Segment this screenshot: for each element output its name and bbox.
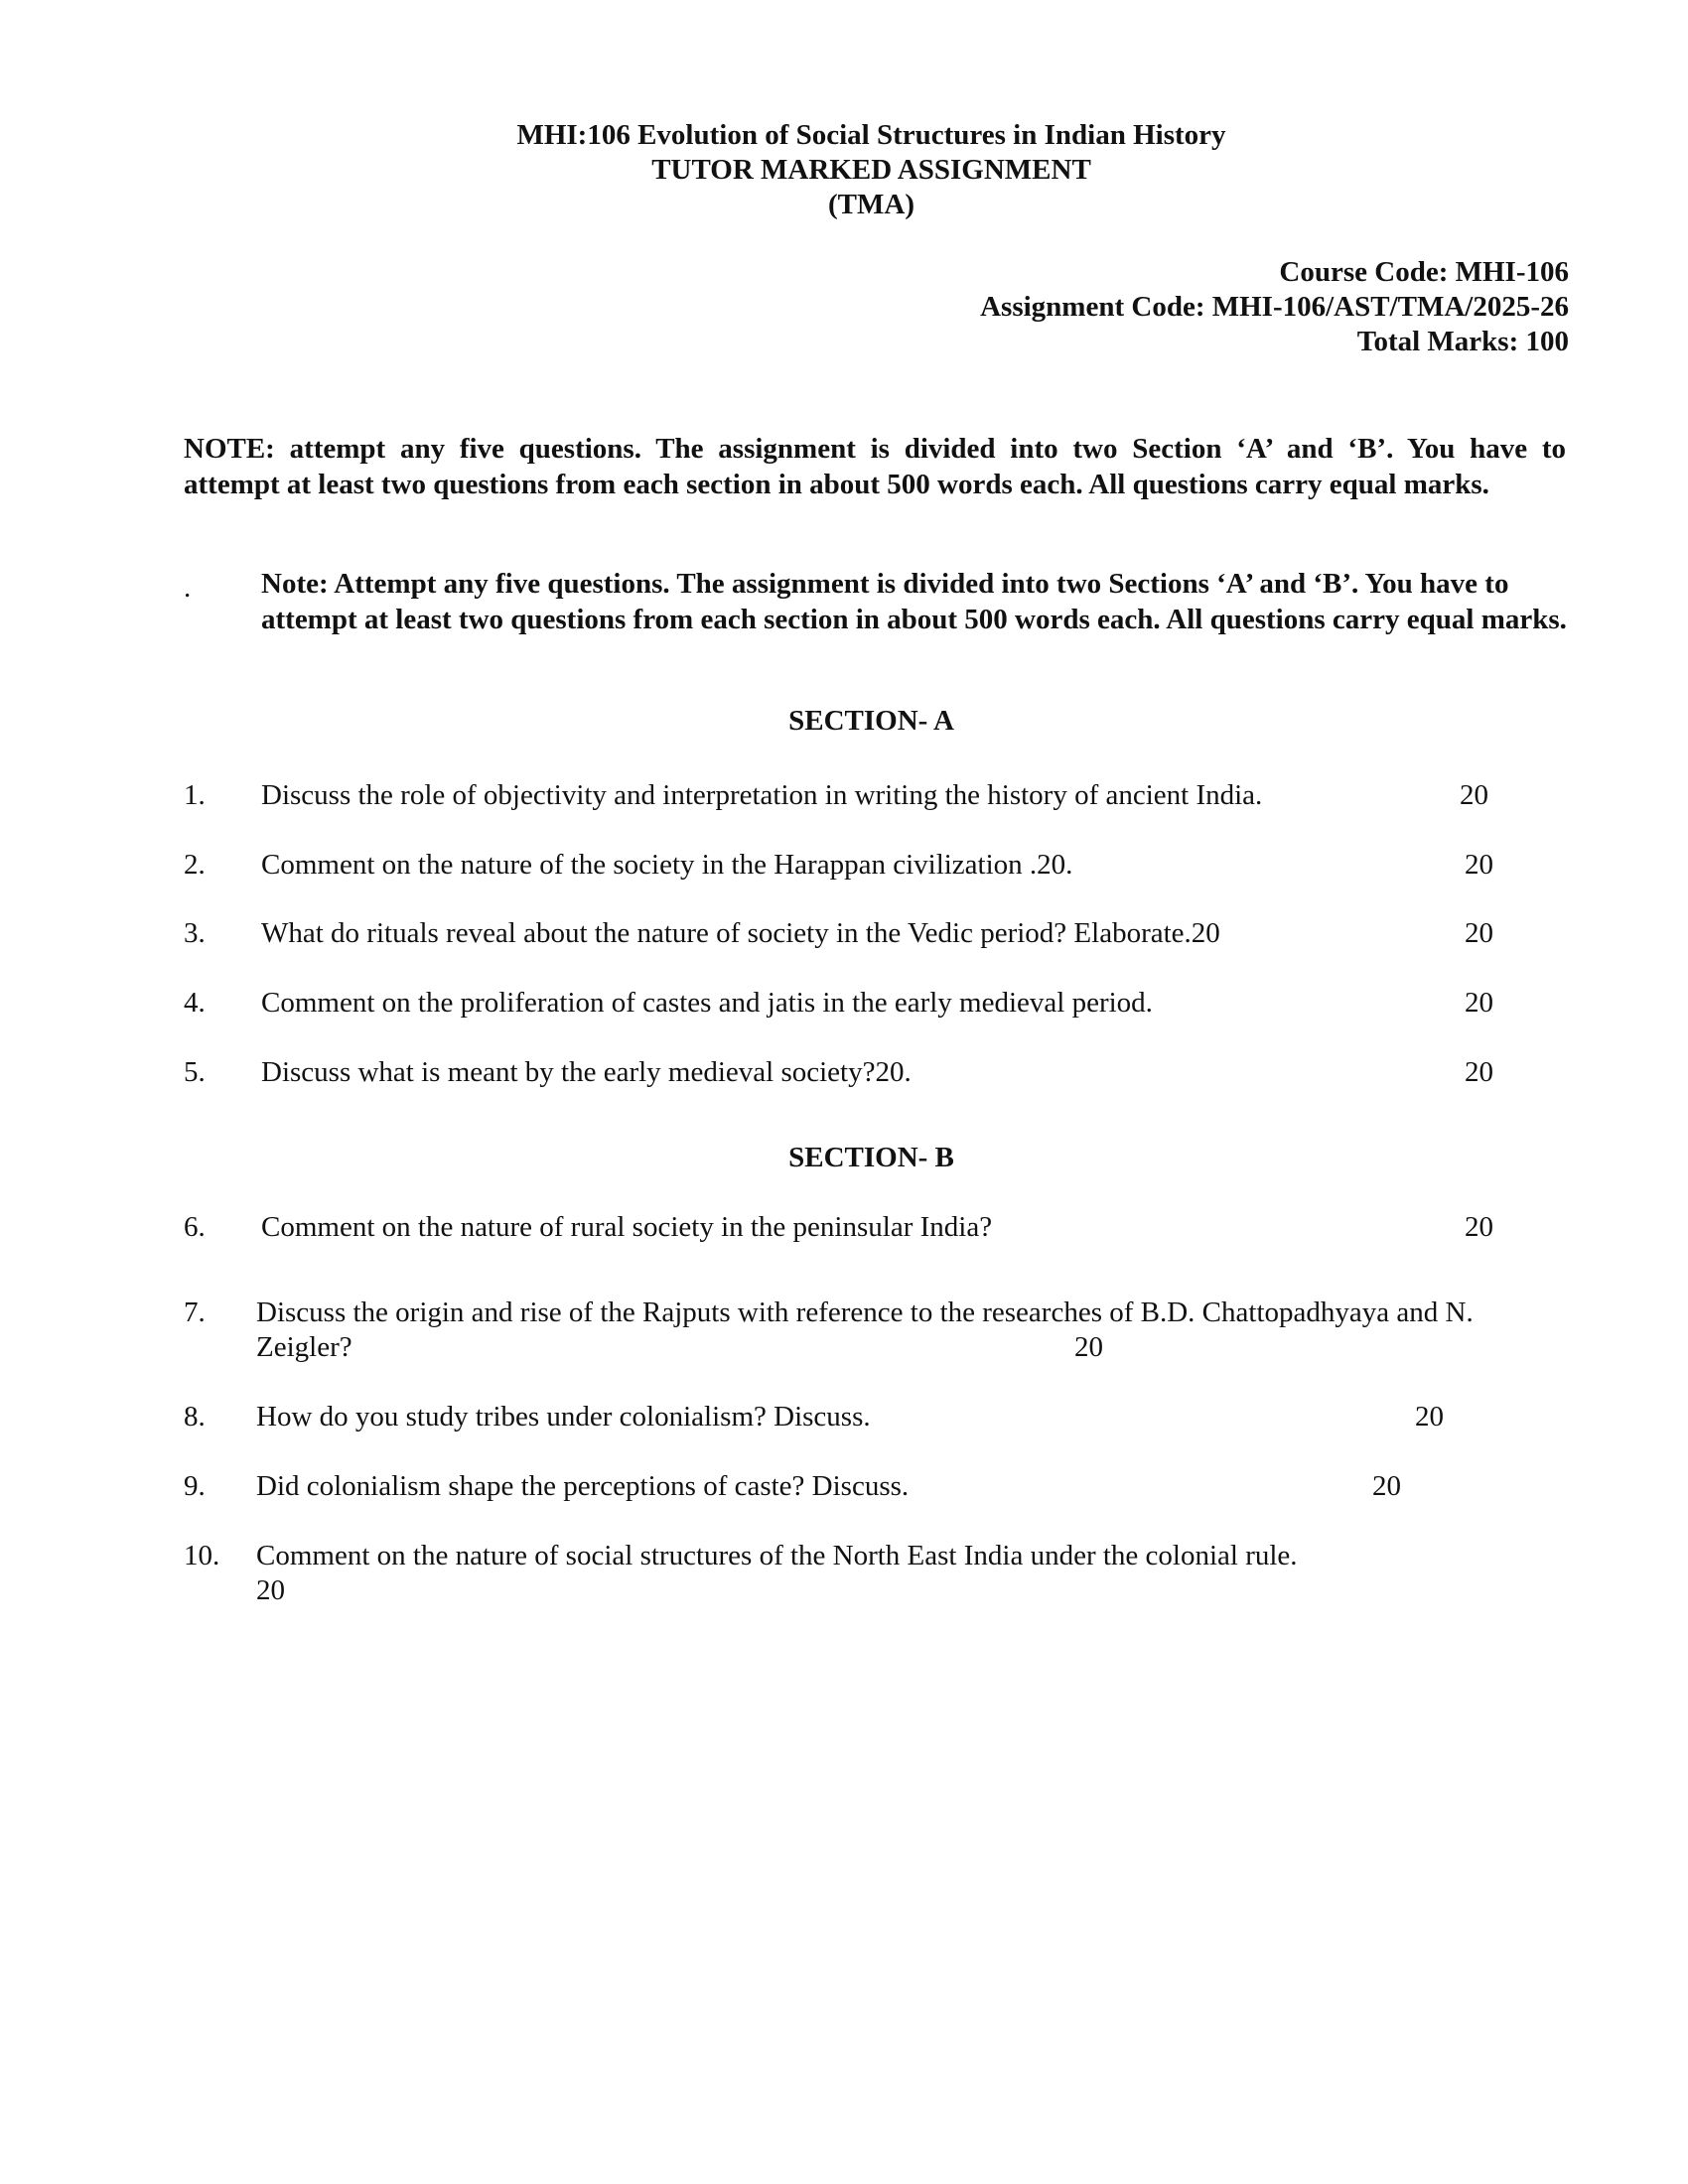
question-marks: 20	[1372, 1470, 1401, 1502]
note-paragraph	[184, 431, 1566, 502]
question-number: 5.	[184, 1056, 206, 1088]
course-code: Course Code: MHI-106	[1279, 256, 1569, 288]
question-number: 2.	[184, 849, 206, 881]
question-text: What do rituals reveal about the nature of society in the Vedic period? Elaborate.20	[261, 917, 1220, 949]
assignment-code: Assignment Code: MHI-106/AST/TMA/2025-26	[980, 291, 1569, 323]
question-text: Comment on the nature of rural society in the peninsular India?	[261, 1211, 993, 1243]
question-marks: 20	[1460, 779, 1488, 811]
question-marks: 20	[1074, 1331, 1103, 1363]
question-marks: 20	[1465, 849, 1493, 881]
question-number: 7.	[184, 1297, 206, 1328]
question-marks: 20	[1465, 917, 1493, 949]
question-number: 10.	[184, 1540, 220, 1571]
question-text: Discuss the role of objectivity and interpretation in writing the history of ancient India.	[261, 779, 1263, 811]
question-number: 9.	[184, 1470, 206, 1502]
document-subtitle: TUTOR MARKED ASSIGNMENT	[651, 154, 1091, 186]
question-text: Comment on the nature of social structures of the North East India under the colonial rule.	[256, 1540, 1298, 1571]
question-marks: 20	[1465, 1056, 1493, 1088]
question-number: 8.	[184, 1401, 206, 1433]
question-marks: 20	[1465, 987, 1493, 1019]
question-text: How do you study tribes under colonialism? Discuss.	[256, 1401, 871, 1433]
question-text: Comment on the nature of the society in the Harappan civilization .20.	[261, 849, 1073, 881]
note-line-1: NOTE: attempt any five questions. The assignment is divided into two Section ‘A’ and ‘B’. You have to	[184, 433, 1566, 465]
note-bullet: .	[184, 572, 192, 604]
document-title: MHI:106 Evolution of Social Structures in Indian History	[516, 119, 1226, 151]
document-abbreviation: (TMA)	[828, 189, 914, 220]
question-marks: 20	[1465, 1211, 1493, 1243]
second-note-paragraph: Note: Attempt any five questions. The assignment is divided into two Sections ‘A’ and ‘B’. You have to attempt at least two questions from each section in about 500 words each. All questions carry equal marks.	[261, 568, 1567, 635]
question-text-continued: Zeigler?	[256, 1331, 352, 1363]
question-text: Discuss the origin and rise of the Rajputs with reference to the researches of B.D. Chattopadhyaya and N.	[256, 1297, 1474, 1328]
question-number: 6.	[184, 1211, 206, 1243]
section-b-heading: SECTION- B	[788, 1142, 954, 1173]
question-text: Did colonialism shape the perceptions of caste? Discuss.	[256, 1470, 910, 1502]
question-number: 1.	[184, 779, 206, 811]
question-number: 4.	[184, 987, 206, 1019]
question-text: Comment on the proliferation of castes and jatis in the early medieval period.	[261, 987, 1153, 1019]
note-line-2: attempt at least two questions from each section in about 500 words each. All questions carry equal marks.	[184, 469, 1489, 500]
total-marks: Total Marks: 100	[1356, 326, 1569, 357]
question-number: 3.	[184, 917, 206, 949]
question-marks: 20	[1415, 1401, 1444, 1433]
section-a-heading: SECTION- A	[788, 705, 954, 737]
question-text: Discuss what is meant by the early medieval society?20.	[261, 1056, 912, 1088]
question-marks: 20	[256, 1574, 285, 1606]
